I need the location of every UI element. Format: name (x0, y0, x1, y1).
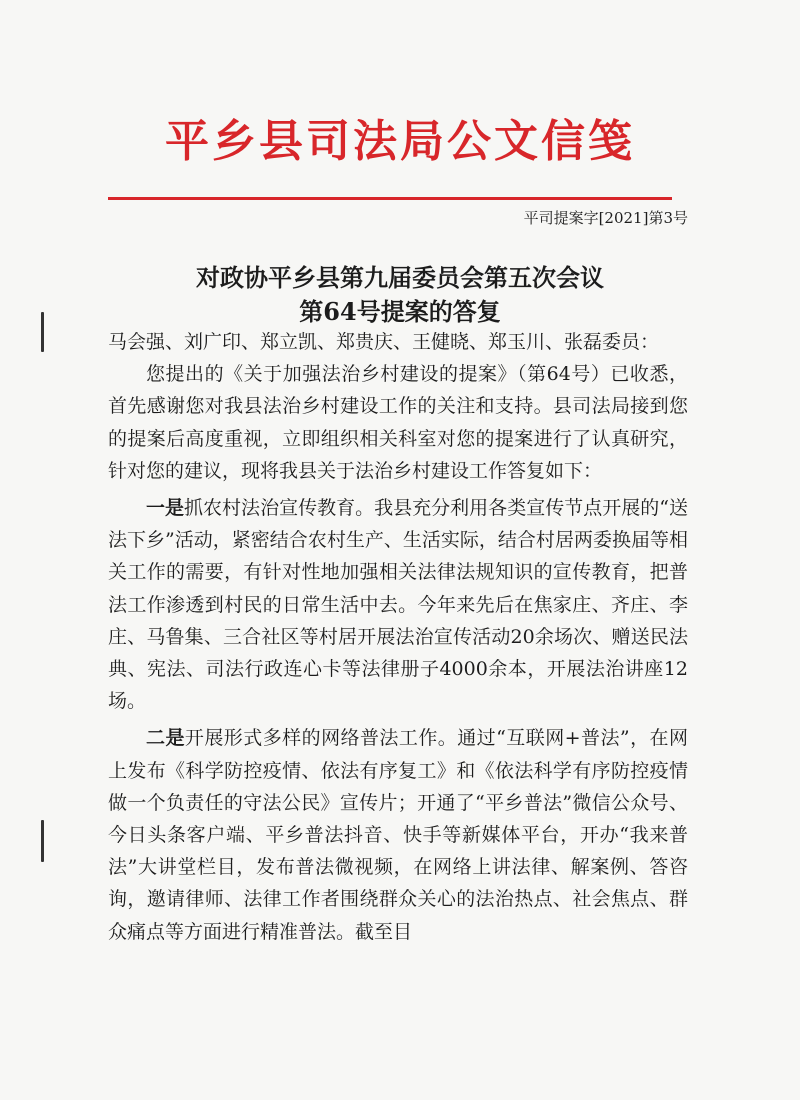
paragraph-two (108, 722, 688, 947)
letterhead-title: 平乡县司法局公文信笺 (165, 116, 635, 167)
paragraph-one-text: 抓农村法治宣传教育。我县充分利用各类宣传节点开展的“送法下乡”活动，紧密结合农村生产、生活实际，结合村居两委换届等相关工作的需要，有针对性地加强相关法律法规知识的宣传教育，把普法工作渗透到村民的日常生活中去。今年来先后在焦家庄、齐庄、李庄、马鲁集、三合社区等村居开展法治宣传活动20余场次、赠送民法典、宪法、司法行政连心卡等法律册子4000余本，开展法治讲座12场。 (108, 497, 688, 713)
paragraph-two-text: 开展形式多样的网络普法工作。通过“互联网+普法”，在网上发布《科学防控疫情、依法有序复工》和《依法科学有序防控疫情做一个负责任的守法公民》宣传片；开通了“平乡普法”微信公众号、今日头条客户端、平乡普法抖音、快手等新媒体平台，开办“我来普法”大讲堂栏目，发布普法微视频，在网络上讲法律、解案例、答咨询，邀请律师、法律工作者围绕群众关心的法治热点、社会焦点、群众痛点等方面进行精准普法。截至目 (108, 727, 688, 943)
document-body (108, 326, 688, 948)
letterhead-red-rule (108, 197, 672, 200)
document-number: 平司提案字[2021]第3号 (523, 209, 688, 227)
paragraph-one-lead: 一是 (146, 497, 185, 520)
binding-staple-mark (41, 820, 44, 862)
paragraph-two-lead: 二是 (146, 727, 185, 750)
salutation: 马会强、刘广印、郑立凯、郑贵庆、王健晓、郑玉川、张磊委员： (108, 331, 660, 353)
document-title-line1: 对政协平乡县第九届委员会第五次会议 (196, 263, 604, 292)
intro-paragraph: 您提出的《关于加强法治乡村建设的提案》（第64号）已收悉，首先感谢您对我县法治乡村建设工作的关注和支持。县司法局接到您的提案后高度重视，立即组织相关科室对您的提案进行了认真研究，针对您的建议，现将我县关于法治乡村建设工作答复如下： (108, 363, 688, 482)
paragraph-one (108, 492, 688, 717)
document-title-line2: 第64号提案的答复 (299, 297, 501, 326)
